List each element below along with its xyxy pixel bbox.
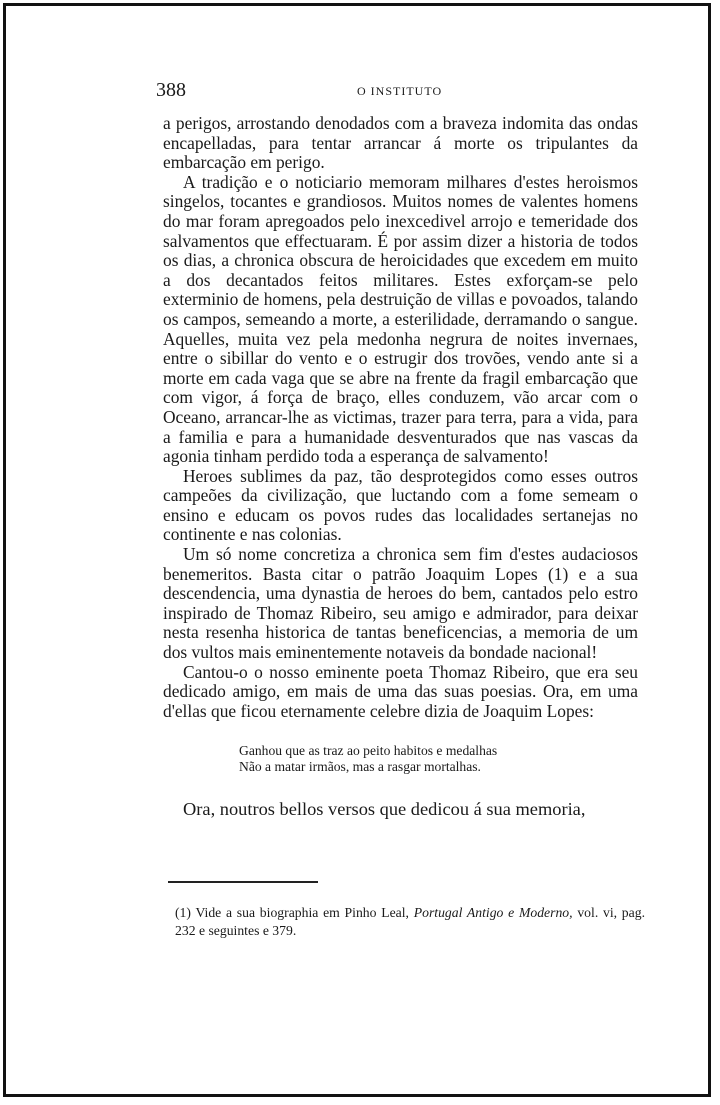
verse-line-1: Ganhou que as traz ao peito habitos e medalhas (239, 743, 498, 759)
book-page (156, 78, 645, 938)
footnote-text: (1) Vide a sua biographia em Pinho Leal, (175, 905, 409, 920)
paragraph-5: Cantou-o o nosso eminente poeta Thomaz Ribeiro, que era seu dedicado amigo, em mais de uma das suas poesias. Ora, em uma d'ellas que ficou eternamente celebre dizia de Joaquim Lopes: (163, 661, 638, 721)
footnote (175, 904, 645, 940)
paragraph-3: Heroes sublimes da paz, tão desprotegidos como esses outros campeões da civilização, que luctando com a fome semeam o ensino e educam os povos rudes das localidades sertanejas no continente e nas colonias. (163, 465, 638, 545)
footnote-rest: vol. vi, pag. 232 e seguintes e 379. (175, 905, 645, 938)
body-text (163, 114, 638, 820)
closing-line: Ora, noutros bellos versos que dedicou á sua memoria, (183, 799, 586, 820)
page-number: 388 (156, 79, 186, 101)
paragraph-4: Um só nome concretiza a chronica sem fim d'estes audaciosos benemeritos. Basta citar o patrão Joaquim Lopes (1) e a sua descendencia, uma dynastia de heroes do bem, cantados pelo estro inspirado de Thomaz Ribeiro, seu amigo e admirador, para deixar nesta resenha historica de tantas beneficencias, a memoria de um dos vultos mais eminentemente notaveis da bondade nacional! (163, 544, 638, 663)
page-header (156, 78, 638, 114)
paragraph-2: A tradição e o noticiario memoram milhares d'estes heroismos singelos, tocantes e grandiosos. Muitos nomes de valentes homens do mar foram apregoados pelo inexcedivel arrojo e temeridade dos salvamentos que effectuaram. É por assim dizer a historia de todos os dias, a chronica obscura de heroicidades que excedem em muito a dos decantados feitos militares. Estes exforçam-se pelo exterminio de homens, pela destruição de villas e povoados, talando os campos, semeando a morte, a esterilidade, derramando o sangue. Aquelles, muita vez pela medonha negrura de noites invernaes, entre o sibillar do vento e o estrugir dos trovões, vendo ante si a morte em cada vaga que se abre na frente da fragil embarcação que com vigor, á força de braço, elles conduzem, vão arcar com o Oceano, arrancar-lhe as victimas, trazer para terra, para a vida, para a familia e para a humanidade desventurados que nas vascas da agonia tinham perdido toda a esperança de salvamento! (163, 171, 638, 467)
verse-quote (239, 743, 638, 774)
paragraph-1: a perigos, arrostando denodados com a braveza indomita das ondas encapelladas, para tentar arrancar á morte os tripulantes da embarcação em perigo. (163, 113, 638, 173)
footnote-rule (168, 881, 318, 883)
footnote-title: Portugal Antigo e Moderno, (413, 905, 573, 920)
running-head: O INSTITUTO (357, 84, 443, 98)
verse-line-2: Não a matar irmãos, mas a rasgar mortalhas. (239, 758, 481, 774)
